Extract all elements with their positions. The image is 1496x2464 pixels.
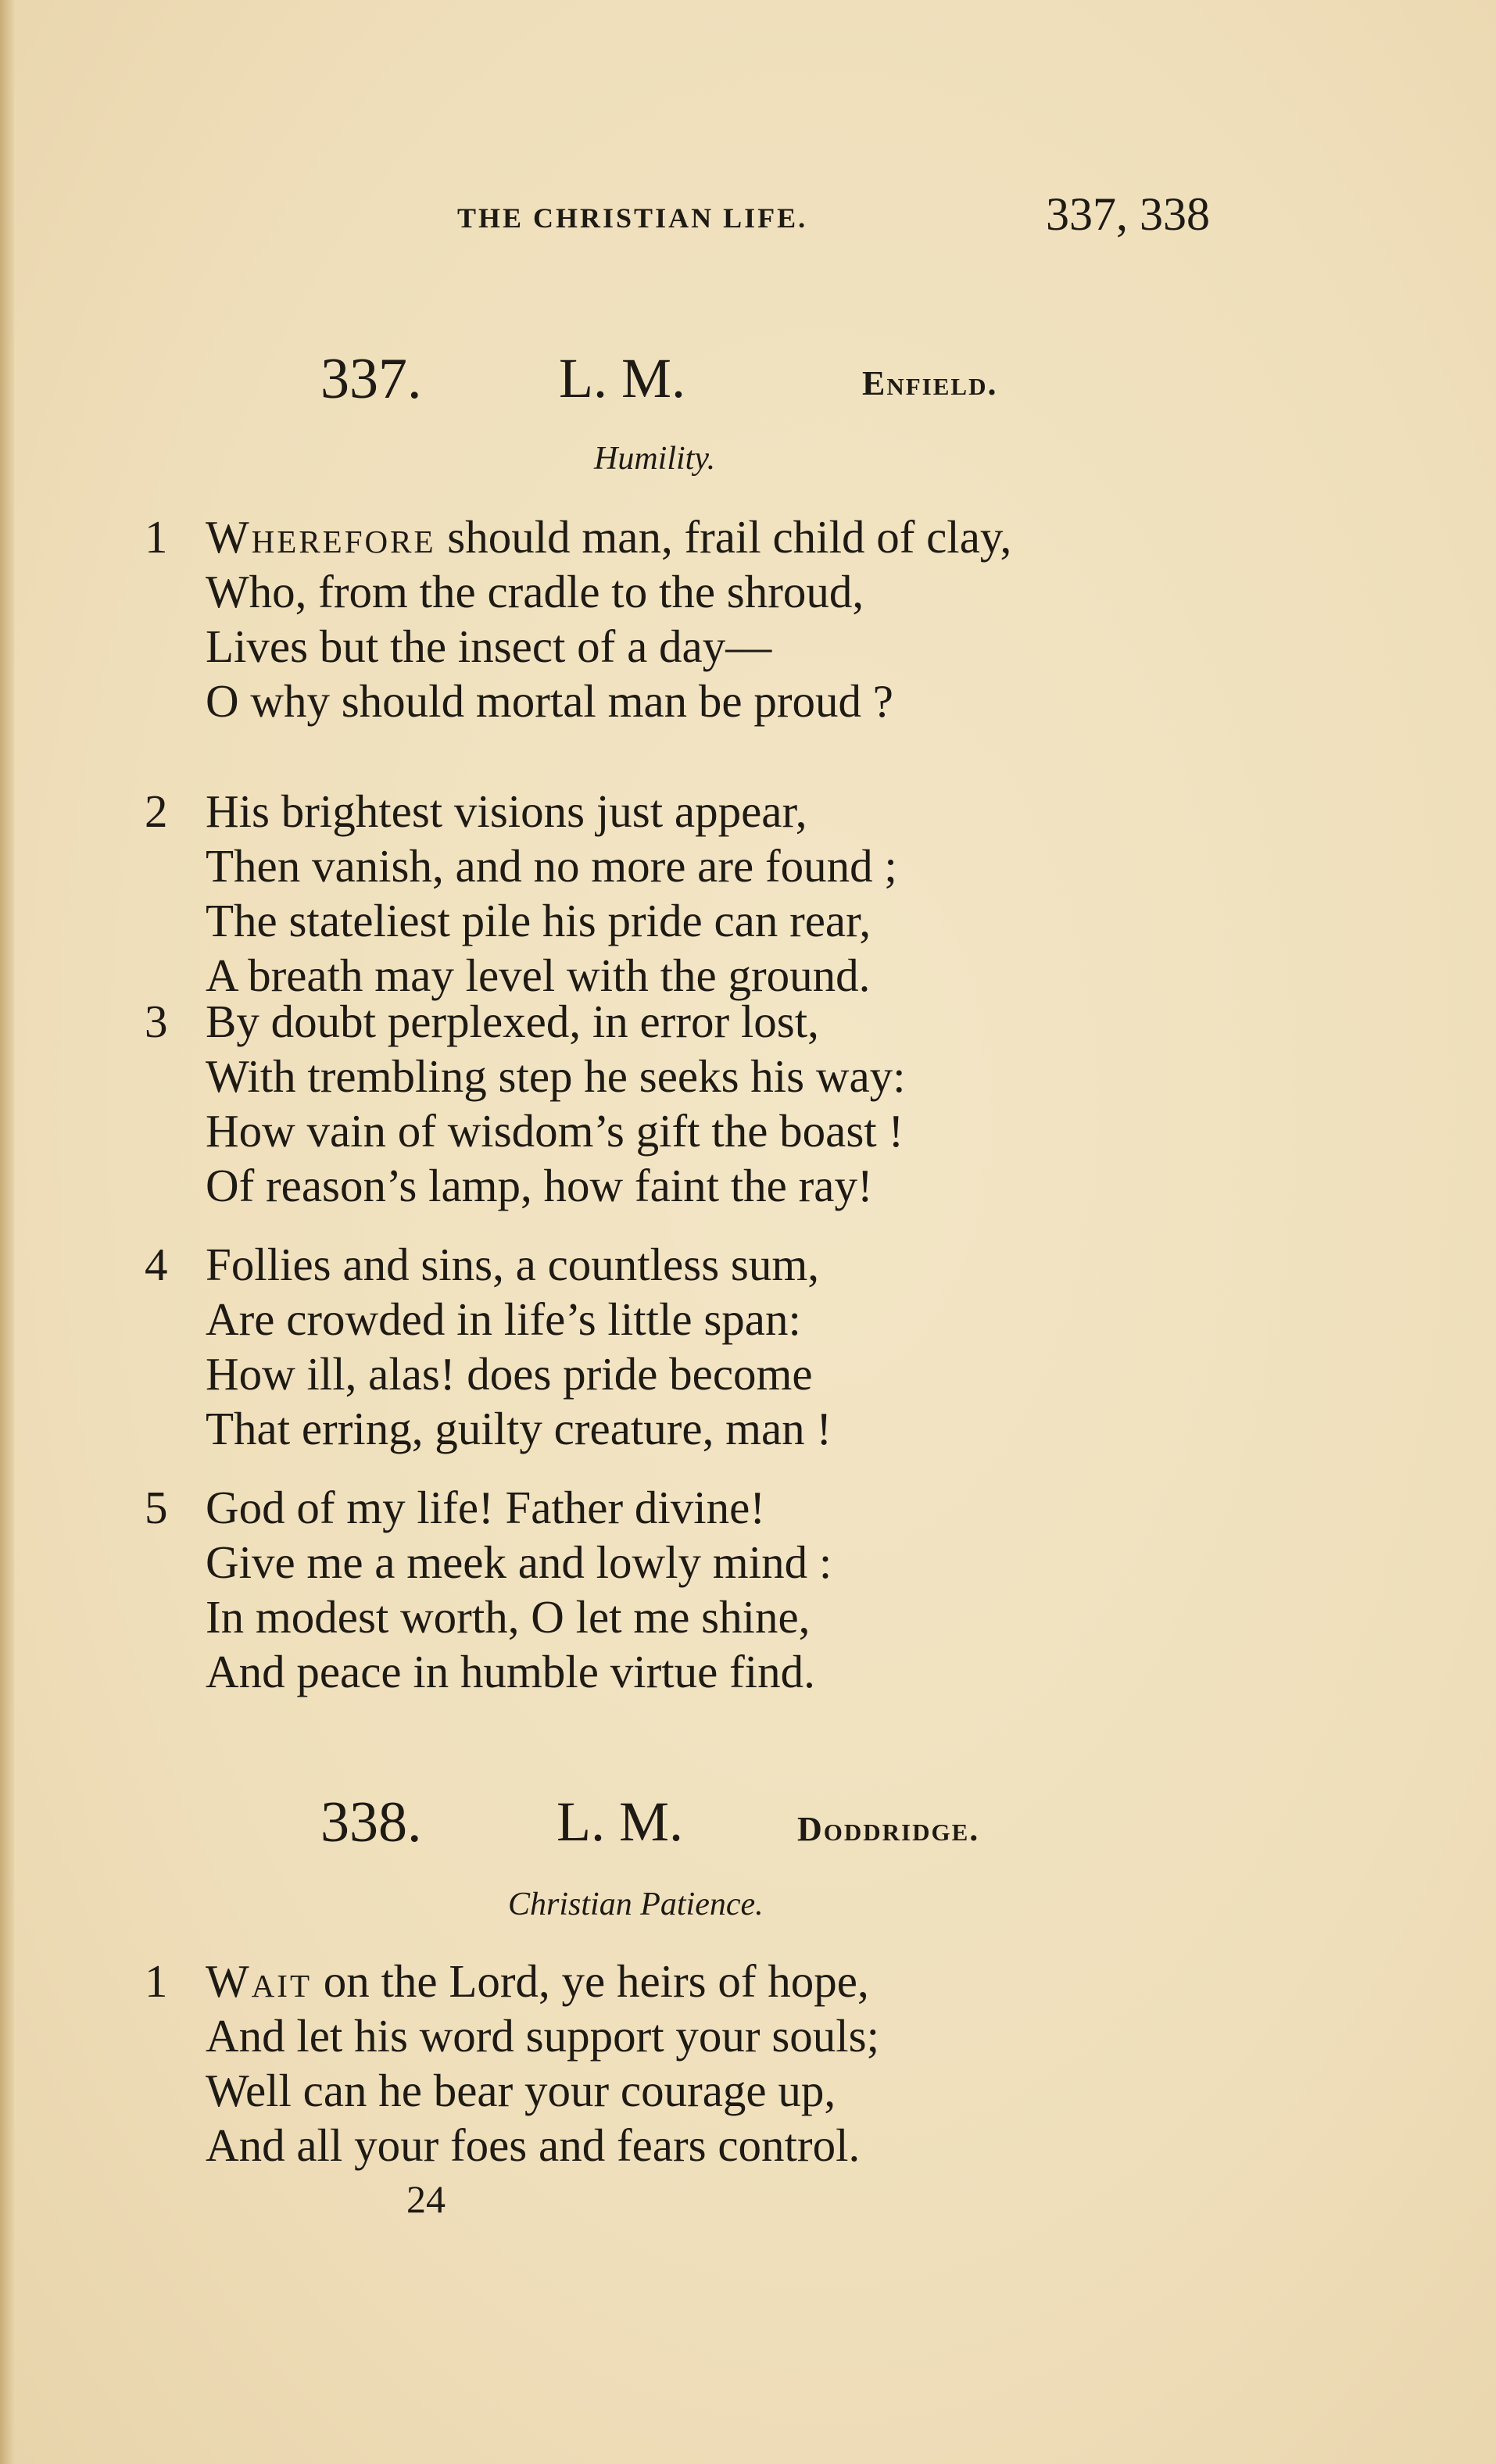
stanza-number: 1: [145, 1955, 168, 2007]
first-word: Wherefore: [206, 511, 436, 563]
hymn-number: 337.: [320, 347, 422, 411]
hymn-tune: Doddridge.: [797, 1810, 980, 1848]
hymn-subtitle: Humility.: [594, 441, 716, 477]
hymn-subtitle: Christian Patience.: [508, 1886, 764, 1922]
verse-line: That erring, guilty creature, man !: [206, 1403, 832, 1454]
verse-line: How vain of wisdom’s gift the boast !: [206, 1105, 904, 1157]
running-head-title: THE CHRISTIAN LIFE.: [457, 202, 808, 234]
verse-line: How ill, alas! does pride become: [206, 1348, 813, 1400]
signature-mark: 24: [406, 2177, 446, 2221]
first-word: Wait: [206, 1955, 312, 2007]
verse-line: Who, from the cradle to the shroud,: [206, 566, 864, 617]
verse-line-text: should man, frail child of clay,: [447, 511, 1012, 563]
verse-line: And peace in humble virtue find.: [206, 1646, 815, 1697]
verse-line: Give me a meek and lowly mind :: [206, 1536, 832, 1588]
verse-line: By doubt perplexed, in error lost,: [206, 996, 819, 1047]
stanza-number: 5: [145, 1482, 168, 1533]
hymn-meter: L. M.: [559, 347, 685, 409]
hymn-tune: Enfield.: [862, 364, 998, 402]
verse-line: Of reason’s lamp, how faint the ray!: [206, 1160, 873, 1211]
running-head-hymn-numbers: 337, 338: [1046, 188, 1210, 240]
verse-line: A breath may level with the ground.: [206, 949, 871, 1001]
verse-line: And all your foes and fears control.: [206, 2119, 861, 2171]
verse-line: O why should mortal man be proud ?: [206, 675, 893, 727]
stanza-number: 3: [145, 996, 168, 1047]
stanza-number: 4: [145, 1239, 168, 1290]
verse-line: His brightest visions just appear,: [206, 785, 807, 837]
hymn-number: 338.: [320, 1790, 422, 1854]
verse-line: And let his word support your souls;: [206, 2010, 880, 2062]
verse-line: Lives but the insect of a day—: [206, 620, 772, 672]
stanza-number: 2: [145, 785, 168, 837]
hymn-meter: L. M.: [557, 1790, 683, 1853]
page-edge: [0, 0, 14, 2464]
verse-line: [206, 510, 1011, 564]
verse-line: God of my life! Father divine!: [206, 1482, 766, 1533]
verse-line: Are crowded in life’s little span:: [206, 1293, 801, 1345]
verse-line: Well can he bear your courage up,: [206, 2065, 836, 2116]
verse-line-text: on the Lord, ye heirs of hope,: [323, 1955, 869, 2007]
verse-line: In modest worth, O let me shine,: [206, 1591, 811, 1643]
verse-line: With trembling step he seeks his way:: [206, 1050, 906, 1102]
verse-line: Then vanish, and no more are found ;: [206, 840, 897, 892]
verse-line: [206, 1954, 879, 2008]
stanza-number: 1: [145, 511, 168, 563]
verse-line: Follies and sins, a countless sum,: [206, 1239, 820, 1290]
verse-line: The stateliest pile his pride can rear,: [206, 895, 871, 946]
